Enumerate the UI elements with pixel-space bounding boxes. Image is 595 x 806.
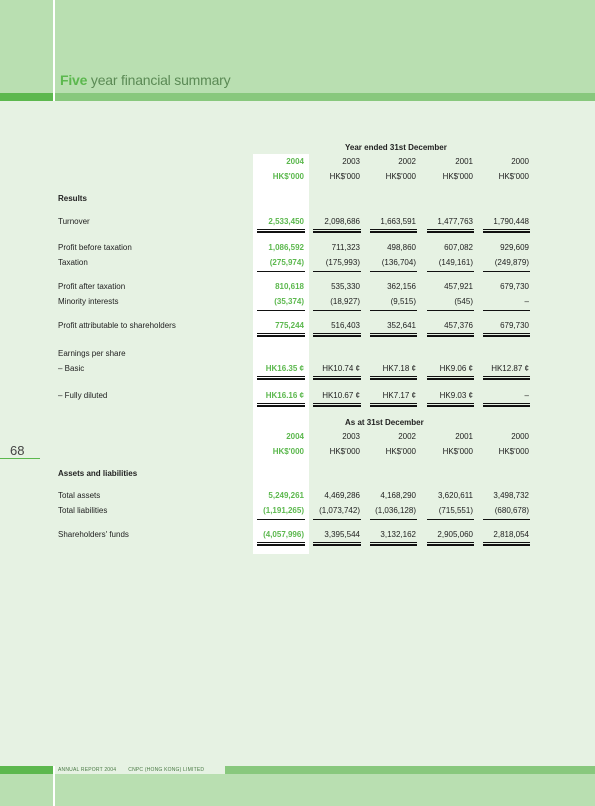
results-row-cell: 2,533,450 xyxy=(268,217,304,226)
assets-unit-header: HK$'000 xyxy=(442,447,473,456)
double-rule xyxy=(370,229,417,233)
double-rule xyxy=(257,403,305,407)
results-row-cell: (9,515) xyxy=(390,297,416,306)
assets-row-cell: (1,191,265) xyxy=(263,506,304,515)
results-row-cell: 1,086,592 xyxy=(268,243,304,252)
results-row-cell: HK7.18 ¢ xyxy=(382,364,416,373)
assets-row-cell: (4,057,996) xyxy=(263,530,304,539)
page-title-accent: Five xyxy=(60,72,88,88)
assets-row-cell: 3,498,732 xyxy=(493,491,529,500)
footer-company: CNPC (HONG KONG) LIMITED xyxy=(128,767,205,773)
results-row-cell: (35,374) xyxy=(274,297,304,306)
double-rule xyxy=(313,403,361,407)
double-rule xyxy=(370,403,417,407)
results-row-cell: (249,879) xyxy=(494,258,529,267)
footer-band xyxy=(0,774,595,806)
results-row-label: Turnover xyxy=(58,217,90,226)
results-row-cell: HK16.16 ¢ xyxy=(265,391,304,400)
double-rule xyxy=(257,333,305,337)
single-rule xyxy=(427,519,474,520)
header-divider xyxy=(53,0,55,101)
single-rule xyxy=(370,310,417,311)
single-rule xyxy=(313,519,361,520)
double-rule xyxy=(313,229,361,233)
results-row-cell: 362,156 xyxy=(387,282,416,291)
results-row-cell: HK7.17 ¢ xyxy=(382,391,416,400)
assets-row-label: Total liabilities xyxy=(58,506,108,515)
single-rule xyxy=(483,519,530,520)
double-rule xyxy=(427,229,474,233)
assets-row-cell: (1,073,742) xyxy=(319,506,360,515)
assets-year-header: 2004 xyxy=(286,432,304,441)
single-rule xyxy=(370,271,417,272)
results-row-cell: (545) xyxy=(454,297,473,306)
double-rule xyxy=(427,376,474,380)
double-rule xyxy=(313,376,361,380)
footer-divider xyxy=(53,766,55,806)
results-row-cell: HK16.35 ¢ xyxy=(265,364,304,373)
single-rule xyxy=(427,271,474,272)
results-row-cell: – xyxy=(524,297,529,306)
single-rule xyxy=(313,310,361,311)
double-rule xyxy=(257,229,305,233)
double-rule xyxy=(427,542,474,546)
results-row-cell: (275,974) xyxy=(269,258,304,267)
double-rule xyxy=(483,403,530,407)
results-row-cell: 457,376 xyxy=(444,321,473,330)
results-row-label: – Basic xyxy=(58,364,85,373)
results-row-label: – Fully diluted xyxy=(58,391,108,400)
results-year-header: 2003 xyxy=(342,157,360,166)
assets-row-cell: 2,818,054 xyxy=(493,530,529,539)
results-row-label: Profit attributable to shareholders xyxy=(58,321,176,330)
assets-unit-header: HK$'000 xyxy=(498,447,529,456)
page-title-rest: year financial summary xyxy=(87,72,231,88)
results-row-cell: 775,244 xyxy=(275,321,304,330)
results-row-label: Minority interests xyxy=(58,297,119,306)
double-rule xyxy=(427,403,474,407)
results-year-header: 2000 xyxy=(511,157,529,166)
assets-unit-header: HK$'000 xyxy=(272,447,304,456)
results-row-cell: HK9.06 ¢ xyxy=(439,364,473,373)
results-row-cell: 679,730 xyxy=(500,321,529,330)
results-row-cell: (175,993) xyxy=(325,258,360,267)
assets-year-header: 2001 xyxy=(455,432,473,441)
results-row-cell: 457,921 xyxy=(444,282,473,291)
results-row-cell: 929,609 xyxy=(500,243,529,252)
assets-row-cell: 5,249,261 xyxy=(268,491,304,500)
results-row-cell: 498,860 xyxy=(387,243,416,252)
single-rule xyxy=(483,310,530,311)
results-row-cell: HK10.67 ¢ xyxy=(322,391,360,400)
double-rule xyxy=(483,333,530,337)
double-rule xyxy=(313,542,361,546)
footer-strip-right xyxy=(225,766,595,774)
assets-year-header: 2002 xyxy=(398,432,416,441)
results-unit-header: HK$'000 xyxy=(498,172,529,181)
results-row-cell: 352,641 xyxy=(387,321,416,330)
header-strip-right xyxy=(55,93,595,101)
page-number-rule xyxy=(0,458,40,459)
results-row-cell: (149,161) xyxy=(438,258,473,267)
results-row-cell: 711,323 xyxy=(331,243,360,252)
results-row-label: Taxation xyxy=(58,258,88,267)
header-strip-left xyxy=(0,93,53,101)
assets-row-cell: (1,036,128) xyxy=(375,506,416,515)
assets-section-title: Assets and liabilities xyxy=(58,469,138,478)
double-rule xyxy=(313,333,361,337)
results-unit-header: HK$'000 xyxy=(272,172,304,181)
double-rule xyxy=(257,542,305,546)
results-unit-header: HK$'000 xyxy=(442,172,473,181)
double-rule xyxy=(427,333,474,337)
results-row-cell: HK10.74 ¢ xyxy=(322,364,360,373)
single-rule xyxy=(483,271,530,272)
assets-row-cell: (680,678) xyxy=(494,506,529,515)
assets-row-cell: 3,395,544 xyxy=(324,530,360,539)
assets-unit-header: HK$'000 xyxy=(385,447,416,456)
results-row-cell: 516,403 xyxy=(331,321,360,330)
results-row-cell: 2,098,686 xyxy=(324,217,360,226)
double-rule xyxy=(483,542,530,546)
results-row-cell: HK12.87 ¢ xyxy=(491,364,529,373)
single-rule xyxy=(257,271,305,272)
results-row-cell: 535,330 xyxy=(331,282,360,291)
double-rule xyxy=(257,376,305,380)
results-year-header: 2001 xyxy=(455,157,473,166)
assets-row-cell: (715,551) xyxy=(438,506,473,515)
double-rule xyxy=(483,229,530,233)
assets-row-label: Total assets xyxy=(58,491,101,500)
assets-row-cell: 3,132,162 xyxy=(380,530,416,539)
single-rule xyxy=(257,310,305,311)
double-rule xyxy=(370,376,417,380)
results-year-header: 2004 xyxy=(286,157,304,166)
assets-row-cell: 4,469,286 xyxy=(324,491,360,500)
assets-caption: As at 31st December xyxy=(345,418,424,427)
page-number: 68 xyxy=(10,443,25,458)
results-year-header: 2002 xyxy=(398,157,416,166)
page-title xyxy=(60,72,230,88)
results-unit-header: HK$'000 xyxy=(329,172,360,181)
assets-row-label: Shareholders' funds xyxy=(58,530,129,539)
results-section-title: Results xyxy=(58,194,87,203)
results-row-cell: 1,790,448 xyxy=(493,217,529,226)
assets-row-cell: 4,168,290 xyxy=(380,491,416,500)
results-row-cell: HK9.03 ¢ xyxy=(439,391,473,400)
results-unit-header: HK$'000 xyxy=(385,172,416,181)
results-row-cell: 810,618 xyxy=(275,282,304,291)
results-row-cell: (136,704) xyxy=(381,258,416,267)
single-rule xyxy=(427,310,474,311)
assets-unit-header: HK$'000 xyxy=(329,447,360,456)
results-row-label: Profit before taxation xyxy=(58,243,132,252)
results-row-cell: 607,082 xyxy=(444,243,473,252)
assets-row-cell: 2,905,060 xyxy=(437,530,473,539)
double-rule xyxy=(370,542,417,546)
footer-report: ANNUAL REPORT 2004 xyxy=(58,767,117,773)
results-caption: Year ended 31st December xyxy=(345,143,447,152)
single-rule xyxy=(257,519,305,520)
results-row-label: Profit after taxation xyxy=(58,282,126,291)
double-rule xyxy=(370,333,417,337)
single-rule xyxy=(370,519,417,520)
results-row-cell: – xyxy=(524,391,529,400)
assets-row-cell: 3,620,611 xyxy=(438,491,473,500)
results-row-cell: 1,477,763 xyxy=(437,217,473,226)
footer-strip-left xyxy=(0,766,53,774)
single-rule xyxy=(313,271,361,272)
results-row-cell: 1,663,591 xyxy=(380,217,416,226)
double-rule xyxy=(483,376,530,380)
results-row-label: Earnings per share xyxy=(58,349,126,358)
results-row-cell: (18,927) xyxy=(330,297,360,306)
results-row-cell: 679,730 xyxy=(500,282,529,291)
assets-year-header: 2003 xyxy=(342,432,360,441)
assets-year-header: 2000 xyxy=(511,432,529,441)
footer-text xyxy=(58,766,216,774)
